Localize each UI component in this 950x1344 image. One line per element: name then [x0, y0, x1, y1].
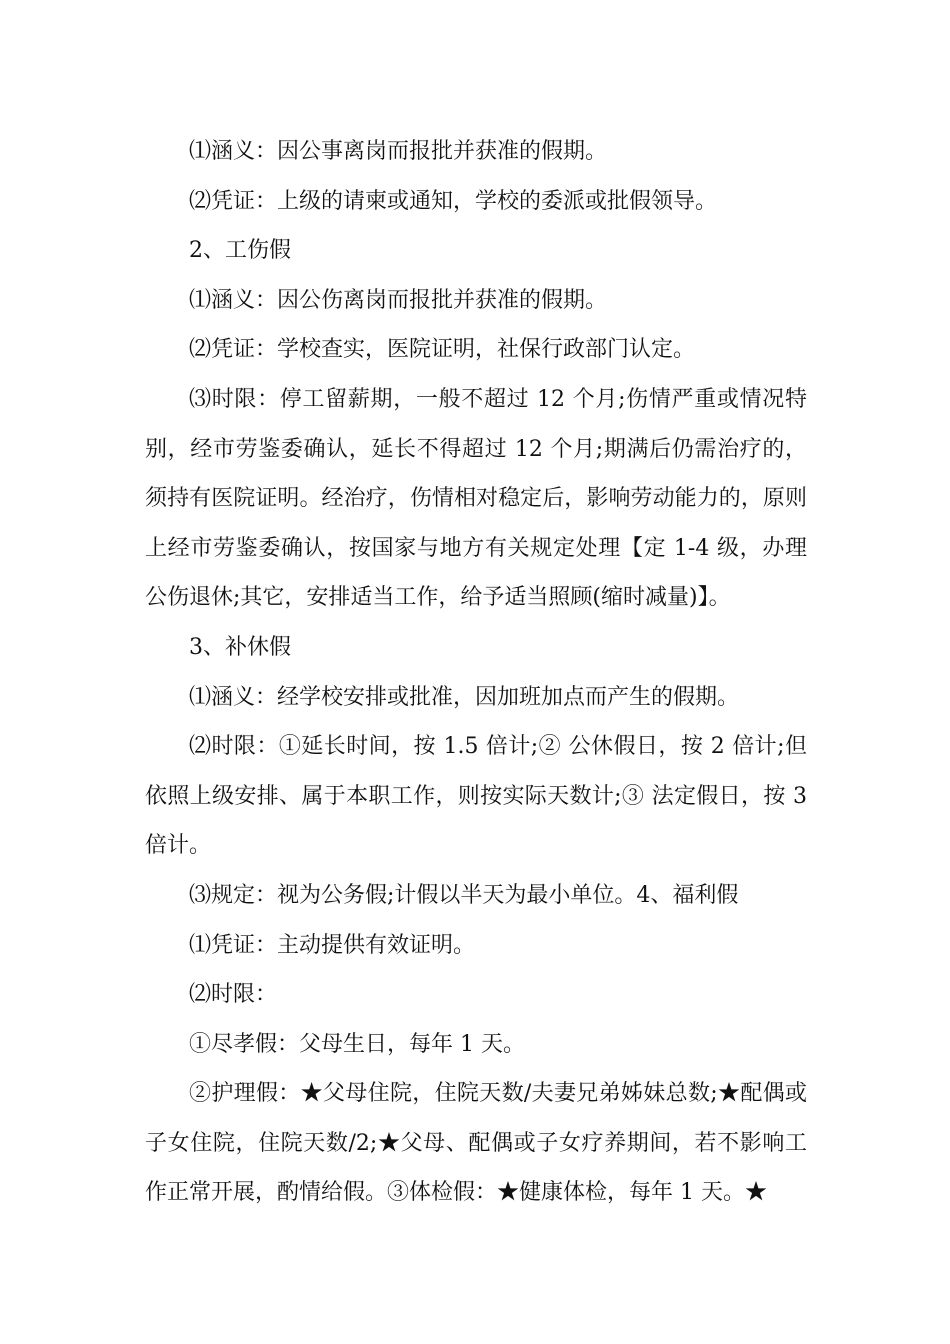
paragraph: ⑶时限：停工留薪期，一般不超过 12 个月;伤情严重或情况特别，经市劳鉴委确认，延长不得超过 12 个月;期满后仍需治疗的，须持有医院证明。经治疗，伤情相对稳定后，影响劳动能力的，原则上经市劳鉴委确认，按国家与地方有关规定处理【定 1-4 级，办理公伤退休;其它，安排适当工作，给予适当照顾(缩时减量)】。 [145, 386, 807, 611]
paragraph: ⑵凭证：上级的请柬或通知，学校的委派或批假领导。 [189, 188, 718, 214]
paragraph: ⑶规定：视为公务假;计假以半天为最小单位。4、福利假 [189, 882, 739, 908]
paragraph: ⑵凭证：学校查实，医院证明，社保行政部门认定。 [189, 337, 696, 363]
paragraph: ⑴涵义：经学校安排或批准，因加班加点而产生的假期。 [189, 684, 740, 710]
section-heading: 2、工伤假 [189, 238, 291, 264]
paragraph: ⑴凭证：主动提供有效证明。 [189, 932, 476, 958]
document-body [145, 127, 807, 1218]
paragraph: ⑵时限：①延长时间，按 1.5 倍计;② 公休假日，按 2 倍计;但依照上级安排、属于本职工作，则按实际天数计;③ 法定假日，按 3 倍计。 [145, 734, 807, 859]
paragraph: ⑴涵义：因公伤离岗而报批并获准的假期。 [189, 287, 608, 313]
section-heading: 3、补休假 [189, 634, 291, 660]
paragraph: ②护理假：★父母住院，住院天数/夫妻兄弟姊妹总数;★配偶或子女住院，住院天数/2;★父母、配偶或子女疗养期间，若不影响工作正常开展，酌情给假。③体检假：★健康体检，每年 1 天。★ [145, 1081, 807, 1206]
paragraph: ⑵时限： [189, 982, 278, 1008]
paragraph: ⑴涵义：因公事离岗而报批并获准的假期。 [189, 139, 608, 164]
paragraph: ①尽孝假：父母生日，每年 1 天。 [189, 1031, 525, 1057]
